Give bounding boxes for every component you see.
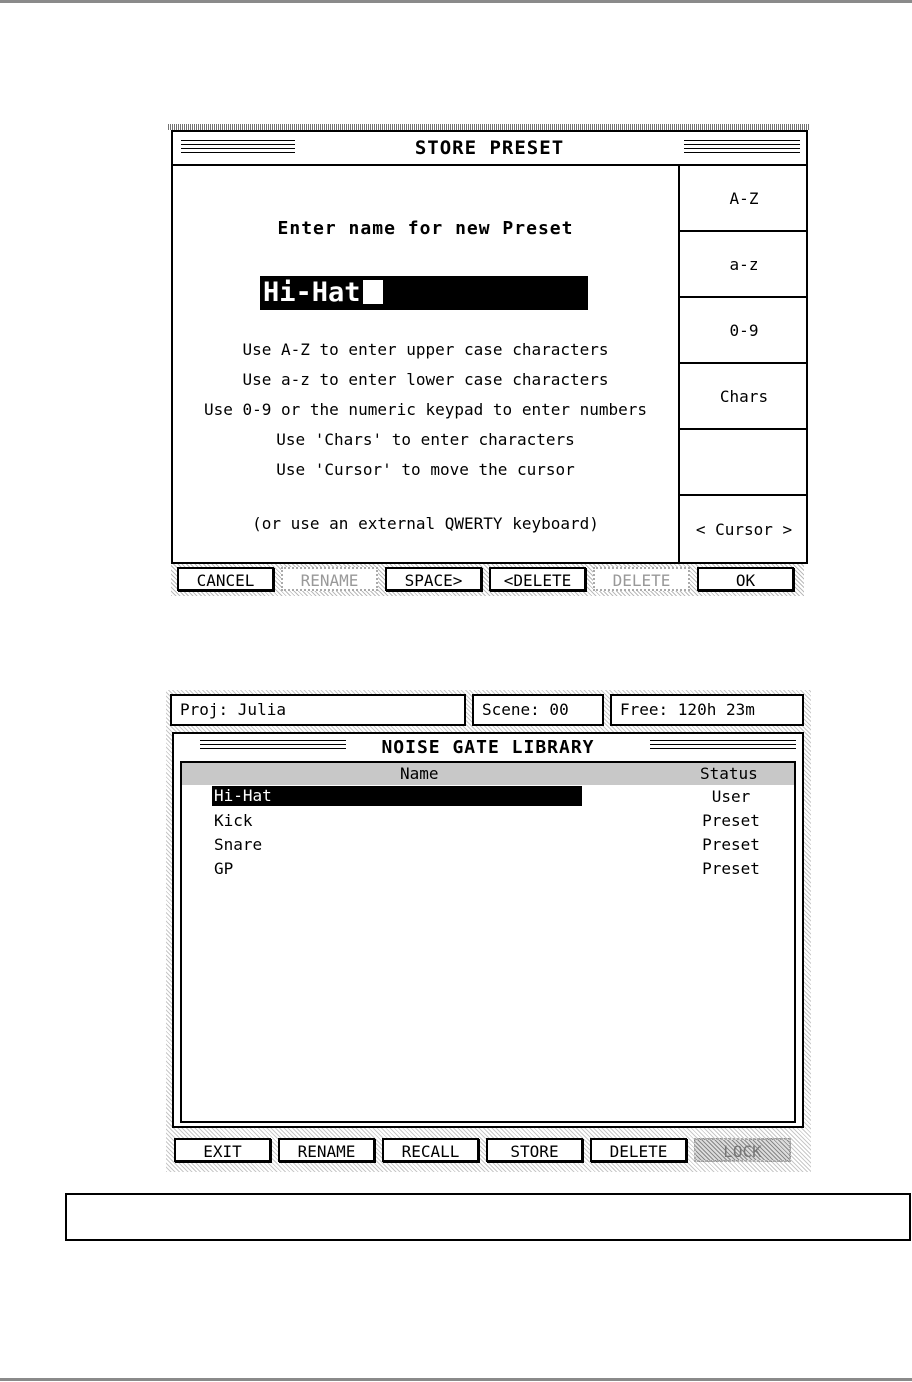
store-preset-main — [173, 166, 678, 562]
help-line: Use A-Z to enter upper case characters — [242, 340, 609, 359]
text-cursor — [363, 280, 383, 304]
list-header — [182, 763, 794, 785]
external-keyboard-hint: (or use an external QWERTY keyboard) — [252, 514, 599, 533]
noise-gate-library-screen — [166, 690, 811, 1172]
top-rule — [0, 0, 912, 3]
column-header-status[interactable]: Status — [700, 764, 758, 783]
title-stripes-right — [650, 740, 796, 752]
item-status: Preset — [702, 859, 760, 878]
ok-button[interactable]: OK — [697, 567, 794, 591]
character-set-panel — [678, 166, 808, 562]
store-button[interactable]: STORE — [486, 1138, 583, 1162]
item-name: Hi-Hat — [212, 786, 582, 806]
help-line: Use 'Cursor' to move the cursor — [276, 460, 575, 479]
preset-name-input[interactable] — [260, 276, 588, 310]
item-name: GP — [214, 859, 234, 878]
library-softkey-row — [174, 1138, 791, 1162]
store-preset-frame — [171, 130, 808, 564]
store-preset-title: STORE PRESET — [414, 137, 565, 159]
preset-name-value: Hi-Hat — [263, 277, 361, 308]
store-softkey-row — [171, 564, 804, 596]
uppercase-button[interactable]: A-Z — [680, 166, 808, 232]
space-button[interactable]: SPACE> — [385, 567, 482, 591]
rename-button[interactable]: RENAME — [281, 567, 378, 591]
cursor-button[interactable]: < Cursor > — [695, 519, 793, 539]
item-status: Preset — [702, 811, 760, 830]
title-stripes-left — [200, 740, 346, 752]
free-space-field: Free: 120h 23m — [610, 694, 804, 726]
delete-button[interactable]: DELETE — [593, 567, 690, 591]
help-line: Use 'Chars' to enter characters — [276, 430, 575, 449]
library-list[interactable] — [180, 761, 796, 1123]
list-item[interactable] — [182, 785, 794, 809]
recall-button[interactable]: RECALL — [382, 1138, 479, 1162]
lowercase-button[interactable]: a-z — [680, 232, 808, 298]
blank-side-button[interactable] — [680, 430, 808, 496]
library-frame — [172, 732, 804, 1128]
list-item[interactable] — [182, 857, 794, 881]
store-preset-dialog — [168, 124, 809, 604]
library-titlebar — [174, 734, 802, 760]
item-name: Snare — [214, 835, 263, 854]
help-line: Use 0-9 or the numeric keypad to enter numbers — [203, 400, 648, 419]
column-header-name[interactable]: Name — [400, 764, 439, 783]
rename-button[interactable]: RENAME — [278, 1138, 375, 1162]
project-field: Proj: Julia — [170, 694, 466, 726]
title-stripes-left — [181, 140, 295, 154]
name-prompt: Enter name for new Preset — [277, 218, 574, 239]
chars-button[interactable]: Chars — [680, 364, 808, 430]
list-item[interactable] — [182, 809, 794, 833]
scene-field: Scene: 00 — [472, 694, 604, 726]
exit-button[interactable]: EXIT — [174, 1138, 271, 1162]
item-status: Preset — [702, 835, 760, 854]
backspace-delete-button[interactable]: <DELETE — [489, 567, 586, 591]
cancel-button[interactable]: CANCEL — [177, 567, 274, 591]
item-status: User — [711, 787, 751, 806]
lock-button[interactable]: LOCK — [694, 1138, 791, 1162]
delete-button[interactable]: DELETE — [590, 1138, 687, 1162]
library-title: NOISE GATE LIBRARY — [381, 736, 595, 758]
title-stripes-right — [684, 140, 800, 154]
store-preset-titlebar — [173, 132, 806, 166]
list-item[interactable] — [182, 833, 794, 857]
bottom-rule — [0, 1378, 912, 1381]
note-box — [65, 1193, 911, 1241]
item-name: Kick — [214, 811, 253, 830]
numbers-button[interactable]: 0-9 — [680, 298, 808, 364]
help-line: Use a-z to enter lower case characters — [242, 370, 609, 389]
